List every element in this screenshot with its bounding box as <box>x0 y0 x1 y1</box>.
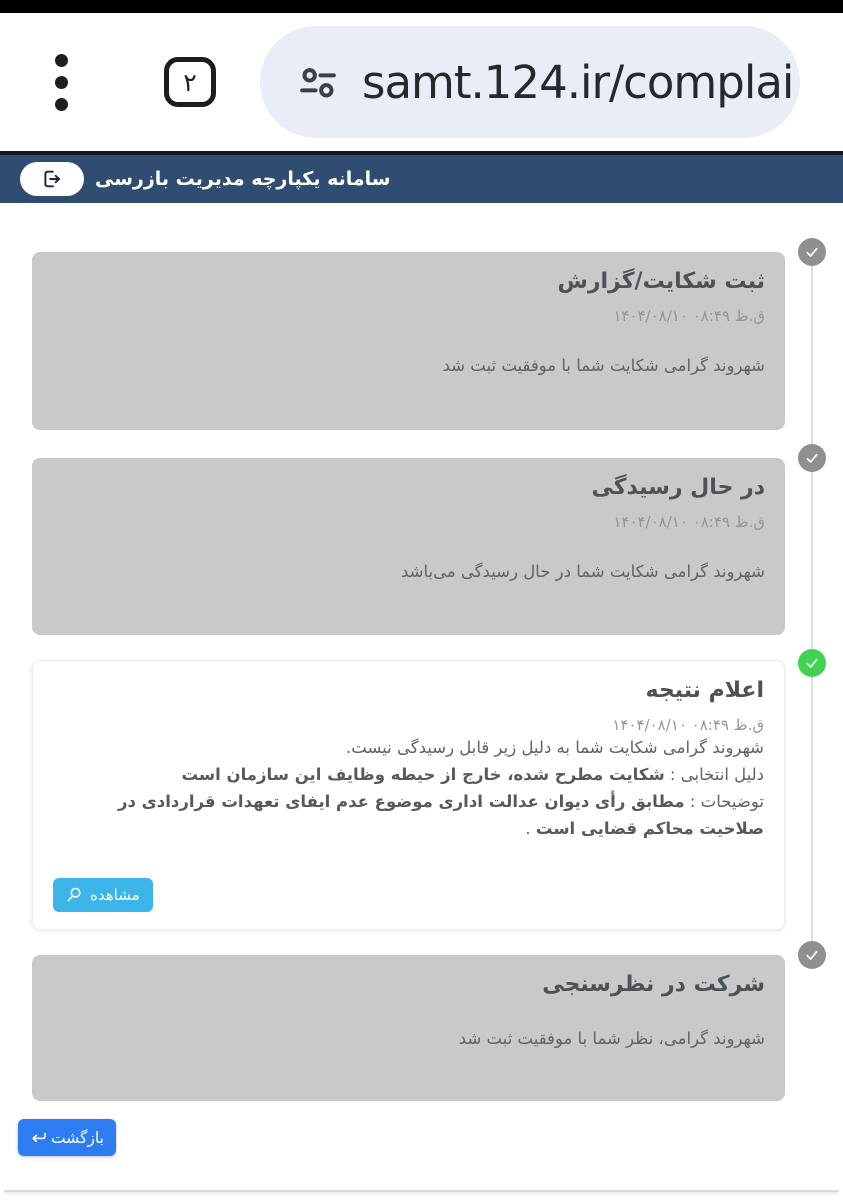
step-message: شهروند گرامی، نظر شما با موفقیت ثبت شد <box>458 1028 765 1048</box>
search-icon <box>66 886 83 903</box>
step-card-in-progress <box>32 458 785 635</box>
kebab-dot <box>55 98 68 111</box>
back-button-label: بازگشت <box>51 1128 104 1147</box>
step-title: در حال رسیدگی <box>591 475 765 500</box>
site-settings-icon <box>298 62 338 102</box>
tab-count: ۲ <box>183 67 197 97</box>
app-header <box>0 155 843 203</box>
page-bottom-divider <box>4 1190 839 1192</box>
complaint-timeline <box>0 203 843 1200</box>
app-title: سامانه یکپارچه مدیریت بازرسی <box>95 168 391 190</box>
step-done-icon <box>798 941 826 969</box>
back-arrow-icon <box>30 1129 48 1147</box>
tab-switcher-button[interactable] <box>164 57 216 107</box>
step-card-registered <box>32 252 785 430</box>
step-title: ثبت شکایت/گزارش <box>557 269 765 294</box>
step-message: شهروند گرامی شکایت شما در حال رسیدگی می‌باشد <box>400 561 765 581</box>
step-title: اعلام نتیجه <box>645 678 764 703</box>
device-status-bar <box>0 0 843 13</box>
view-button-label: مشاهده <box>90 885 140 904</box>
url-text: samt.124.ir/complai <box>362 55 794 109</box>
step-card-result <box>32 660 785 930</box>
reason-value: شکایت مطرح شده، خارج از حیطه وظایف این سازمان است <box>181 764 665 784</box>
reason-label: دلیل انتخابی : <box>664 764 764 784</box>
step-card-survey <box>32 955 785 1101</box>
description-suffix: . <box>525 818 536 838</box>
description-value: مطابق رأی دیوان عدالت اداری موضوع عدم ایفای تعهدات قراردادی در صلاحیت محاکم قضایی است <box>117 791 764 838</box>
browser-toolbar <box>0 13 843 151</box>
step-message: شهروند گرامی شکایت شما با موفقیت ثبت شد <box>442 355 765 375</box>
step-done-icon <box>798 444 826 472</box>
logout-icon <box>41 168 63 190</box>
step-timestamp: ۱۴۰۴/۰۸/۱۰ ۰۸:۴۹ ق.ظ <box>613 306 765 325</box>
kebab-dot <box>55 76 68 89</box>
logout-button[interactable] <box>20 162 84 196</box>
result-reason <box>53 761 764 788</box>
description-label: توضیحات : <box>684 791 764 811</box>
kebab-dot <box>55 54 68 67</box>
view-details-button[interactable] <box>53 878 153 912</box>
result-description <box>53 788 764 842</box>
result-intro: شهروند گرامی شکایت شما به دلیل زیر قابل رسیدگی نیست. <box>346 737 764 757</box>
url-bar[interactable] <box>260 26 800 138</box>
step-timestamp: ۱۴۰۴/۰۸/۱۰ ۰۸:۴۹ ق.ظ <box>612 715 764 734</box>
step-active-icon <box>798 649 826 677</box>
step-timestamp: ۱۴۰۴/۰۸/۱۰ ۰۸:۴۹ ق.ظ <box>613 512 765 531</box>
timeline-rail <box>811 252 813 955</box>
step-title: شرکت در نظرسنجی <box>542 972 765 997</box>
browser-menu-button[interactable] <box>55 54 69 111</box>
back-button[interactable] <box>18 1119 116 1156</box>
step-done-icon <box>798 238 826 266</box>
